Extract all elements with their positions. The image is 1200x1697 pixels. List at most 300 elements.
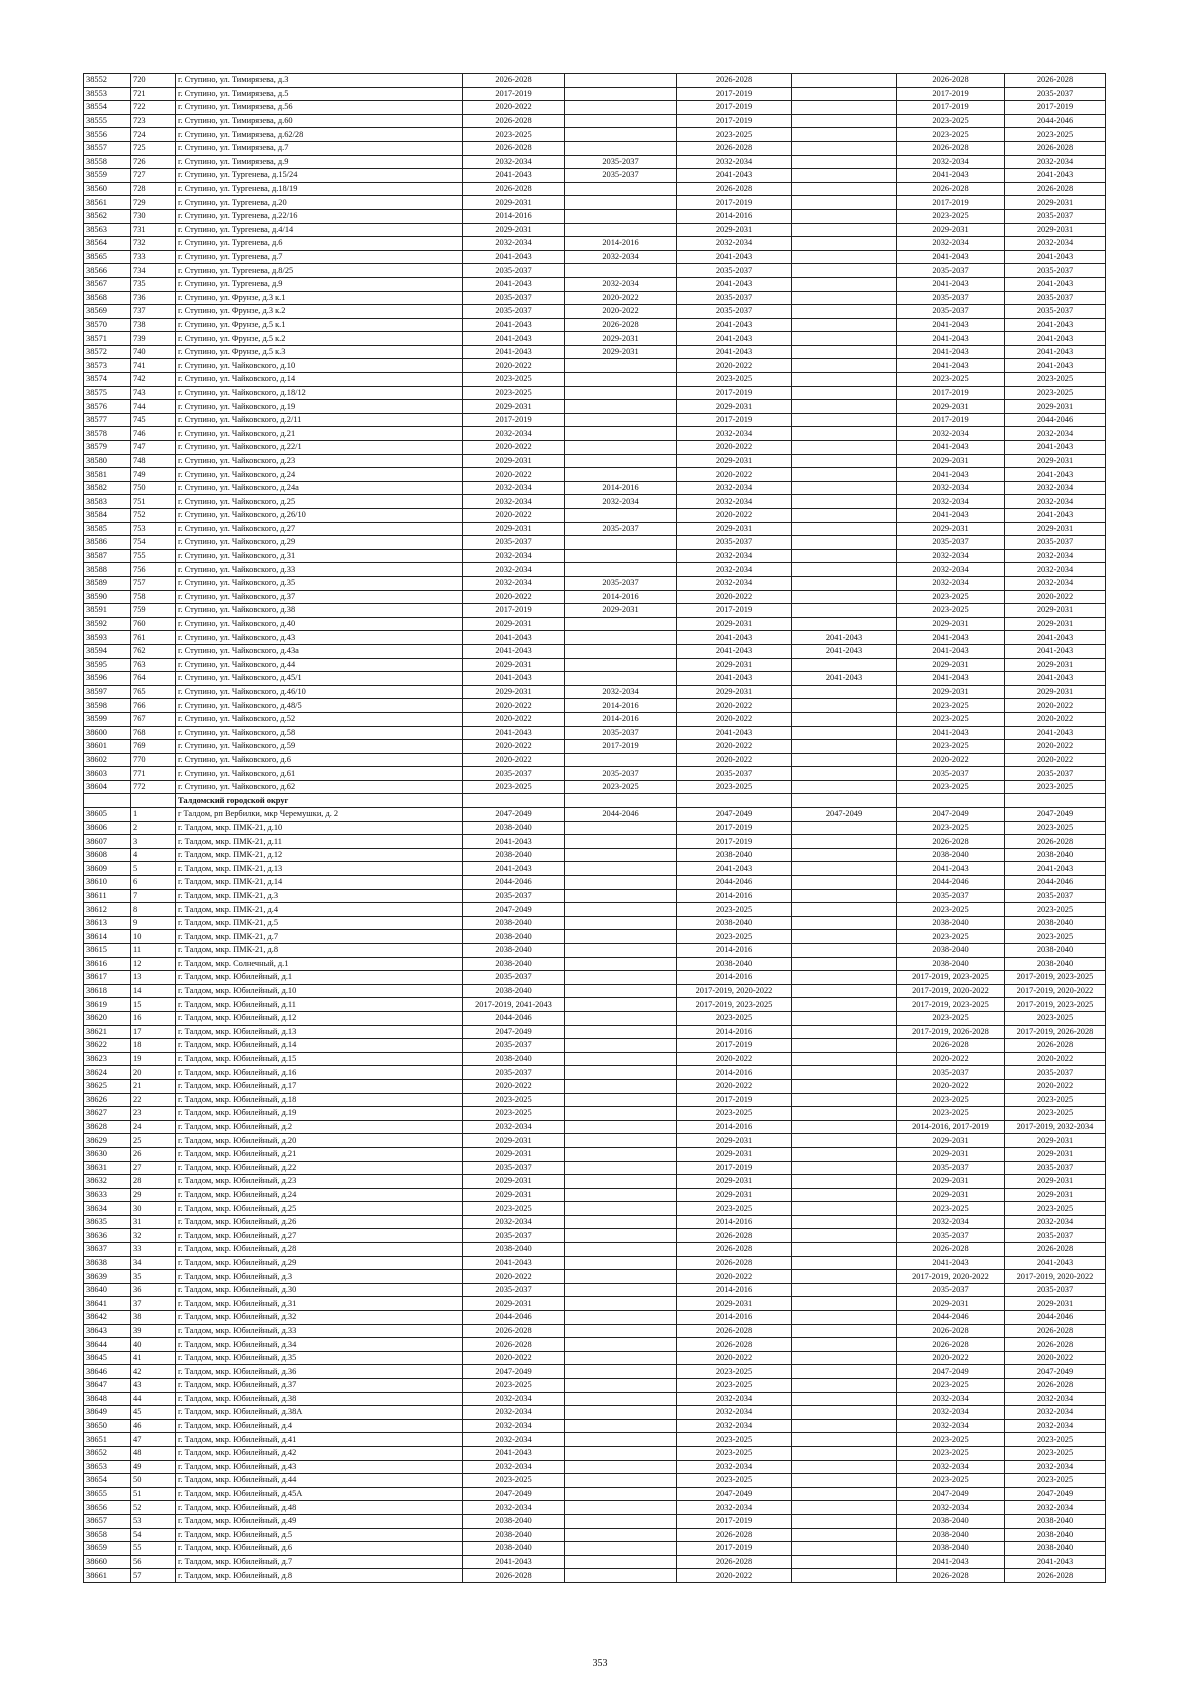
period-cell-4: [792, 522, 897, 536]
period-cell-1: 2038-2040: [463, 1542, 565, 1556]
address-cell: г. Ступино, ул. Чайковского, д.21: [176, 427, 463, 441]
address-cell: г. Талдом, мкр. Юбилейный, д.5: [176, 1528, 463, 1542]
period-cell-2: 2017-2019: [565, 740, 677, 754]
table-row: [84, 984, 1106, 998]
record-id-cell: 38650: [84, 1419, 131, 1433]
record-id-cell: 38565: [84, 250, 131, 264]
period-cell-3: 2041-2043: [677, 862, 792, 876]
period-cell-2: [565, 1297, 677, 1311]
row-number-cell: 52: [131, 1501, 176, 1515]
period-cell-3: 2029-2031: [677, 617, 792, 631]
row-number-cell: 36: [131, 1283, 176, 1297]
period-cell-1: 2029-2031: [463, 1297, 565, 1311]
period-cell-3: 2017-2019: [677, 821, 792, 835]
period-cell-4: [792, 576, 897, 590]
period-cell-1: 2047-2049: [463, 903, 565, 917]
table-body: [84, 74, 1106, 1583]
record-id-cell: 38639: [84, 1270, 131, 1284]
row-number-cell: 20: [131, 1066, 176, 1080]
record-id-cell: 38652: [84, 1446, 131, 1460]
period-cell-1: 2032-2034: [463, 576, 565, 590]
period-cell-6: 2038-2040: [1005, 1514, 1106, 1528]
period-cell-2: [565, 957, 677, 971]
record-id-cell: 38646: [84, 1365, 131, 1379]
period-cell-2: [565, 631, 677, 645]
row-number-cell: 733: [131, 250, 176, 264]
period-cell-4: [792, 1392, 897, 1406]
period-cell-6: 2038-2040: [1005, 1542, 1106, 1556]
period-cell-4: [792, 359, 897, 373]
period-cell-5: 2032-2034: [897, 576, 1005, 590]
period-cell-4: [792, 617, 897, 631]
row-number-cell: 757: [131, 576, 176, 590]
table-row: [84, 1215, 1106, 1229]
period-cell-2: [565, 672, 677, 686]
period-cell-1: 2035-2037: [463, 889, 565, 903]
period-cell-3: 2029-2031: [677, 1175, 792, 1189]
period-cell-2: [565, 1052, 677, 1066]
period-cell-3: 2023-2025: [677, 780, 792, 794]
period-cell-2: [565, 1025, 677, 1039]
address-cell: г. Ступино, ул. Тургенева, д.20: [176, 196, 463, 210]
period-cell-2: 2035-2037: [565, 522, 677, 536]
period-cell-3: 2041-2043: [677, 250, 792, 264]
row-number-cell: [131, 794, 176, 808]
period-cell-2: [565, 794, 677, 808]
period-cell-1: 2035-2037: [463, 1161, 565, 1175]
period-cell-2: [565, 1542, 677, 1556]
row-number-cell: 742: [131, 373, 176, 387]
period-cell-1: 2029-2031: [463, 196, 565, 210]
period-cell-6: 2032-2034: [1005, 155, 1106, 169]
period-cell-3: 2023-2025: [677, 1365, 792, 1379]
period-cell-3: 2017-2019: [677, 196, 792, 210]
period-cell-3: 2029-2031: [677, 1188, 792, 1202]
record-id-cell: 38621: [84, 1025, 131, 1039]
address-cell: г. Талдом, мкр. Юбилейный, д.44: [176, 1474, 463, 1488]
period-cell-5: 2029-2031: [897, 1175, 1005, 1189]
table-row: [84, 1256, 1106, 1270]
period-cell-3: 2029-2031: [677, 522, 792, 536]
address-cell: г. Талдом, мкр. Юбилейный, д.21: [176, 1147, 463, 1161]
record-id-cell: 38575: [84, 386, 131, 400]
period-cell-4: [792, 1079, 897, 1093]
period-cell-1: 2032-2034: [463, 1419, 565, 1433]
period-cell-4: [792, 1433, 897, 1447]
row-number-cell: 744: [131, 400, 176, 414]
period-cell-3: 2023-2025: [677, 1011, 792, 1025]
table-row: [84, 617, 1106, 631]
record-id-cell: 38637: [84, 1243, 131, 1257]
period-cell-1: 2017-2019, 2041-2043: [463, 998, 565, 1012]
period-cell-5: 2023-2025: [897, 1474, 1005, 1488]
period-cell-5: 2041-2043: [897, 672, 1005, 686]
period-cell-3: 2032-2034: [677, 563, 792, 577]
row-number-cell: 765: [131, 685, 176, 699]
period-cell-1: 2026-2028: [463, 1569, 565, 1583]
period-cell-4: [792, 427, 897, 441]
address-cell: г. Ступино, ул. Тимирязева, д.9: [176, 155, 463, 169]
table-row: [84, 1079, 1106, 1093]
period-cell-2: [565, 876, 677, 890]
period-cell-5: 2026-2028: [897, 1039, 1005, 1053]
address-cell: г. Ступино, ул. Тургенева, д.6: [176, 237, 463, 251]
period-cell-5: 2017-2019: [897, 101, 1005, 115]
table-row: [84, 1338, 1106, 1352]
row-number-cell: 48: [131, 1446, 176, 1460]
row-number-cell: 729: [131, 196, 176, 210]
period-cell-2: [565, 196, 677, 210]
period-cell-3: 2032-2034: [677, 1419, 792, 1433]
data-table: [83, 73, 1106, 1583]
period-cell-3: 2017-2019: [677, 604, 792, 618]
row-number-cell: 753: [131, 522, 176, 536]
period-cell-6: 2032-2034: [1005, 549, 1106, 563]
row-number-cell: 21: [131, 1079, 176, 1093]
row-number-cell: 6: [131, 876, 176, 890]
address-cell: г. Талдом, мкр. Юбилейный, д.23: [176, 1175, 463, 1189]
period-cell-3: 2020-2022: [677, 1351, 792, 1365]
period-cell-2: 2044-2046: [565, 808, 677, 822]
address-cell: г. Талдом, мкр. ПМК-21, д.8: [176, 944, 463, 958]
record-id-cell: 38566: [84, 264, 131, 278]
row-number-cell: 14: [131, 984, 176, 998]
period-cell-2: [565, 944, 677, 958]
period-cell-4: [792, 196, 897, 210]
row-number-cell: 24: [131, 1120, 176, 1134]
period-cell-4: [792, 1066, 897, 1080]
period-cell-3: 2029-2031: [677, 1134, 792, 1148]
period-cell-2: [565, 848, 677, 862]
table-row: [84, 1175, 1106, 1189]
record-id-cell: 38615: [84, 944, 131, 958]
period-cell-5: 2020-2022: [897, 1351, 1005, 1365]
period-cell-3: 2041-2043: [677, 318, 792, 332]
period-cell-4: [792, 930, 897, 944]
record-id-cell: 38625: [84, 1079, 131, 1093]
period-cell-1: 2041-2043: [463, 277, 565, 291]
period-cell-1: 2023-2025: [463, 128, 565, 142]
row-number-cell: 769: [131, 740, 176, 754]
record-id-cell: 38602: [84, 753, 131, 767]
address-cell: г. Талдом, мкр. Юбилейный, д.37: [176, 1379, 463, 1393]
period-cell-5: 2032-2034: [897, 1419, 1005, 1433]
period-cell-2: [565, 413, 677, 427]
period-cell-6: 2023-2025: [1005, 1446, 1106, 1460]
address-cell: г. Талдом, мкр. Юбилейный, д.38: [176, 1392, 463, 1406]
table-row: [84, 332, 1106, 346]
record-id-cell: 38611: [84, 889, 131, 903]
period-cell-3: 2020-2022: [677, 359, 792, 373]
period-cell-2: [565, 549, 677, 563]
row-number-cell: 763: [131, 658, 176, 672]
period-cell-6: 2020-2022: [1005, 590, 1106, 604]
record-id-cell: 38582: [84, 481, 131, 495]
period-cell-2: [565, 400, 677, 414]
address-cell: г. Талдом, мкр. Юбилейный, д.49: [176, 1514, 463, 1528]
row-number-cell: 18: [131, 1039, 176, 1053]
record-id-cell: 38581: [84, 468, 131, 482]
period-cell-2: [565, 1039, 677, 1053]
address-cell: г. Ступино, ул. Чайковского, д.46/10: [176, 685, 463, 699]
period-cell-4: [792, 454, 897, 468]
period-cell-3: 2029-2031: [677, 658, 792, 672]
period-cell-1: 2035-2037: [463, 291, 565, 305]
record-id-cell: 38557: [84, 141, 131, 155]
period-cell-5: 2023-2025: [897, 373, 1005, 387]
table-row: [84, 1379, 1106, 1393]
period-cell-3: 2035-2037: [677, 305, 792, 319]
period-cell-4: [792, 549, 897, 563]
period-cell-4: [792, 563, 897, 577]
period-cell-1: 2041-2043: [463, 1446, 565, 1460]
row-number-cell: 11: [131, 944, 176, 958]
period-cell-6: 2032-2034: [1005, 1460, 1106, 1474]
record-id-cell: 38574: [84, 373, 131, 387]
period-cell-3: 2032-2034: [677, 549, 792, 563]
address-cell: г. Ступино, ул. Чайковского, д.14: [176, 373, 463, 387]
address-cell: г. Талдом, мкр. Юбилейный, д.28: [176, 1243, 463, 1257]
period-cell-5: 2041-2043: [897, 726, 1005, 740]
period-cell-6: 2038-2040: [1005, 916, 1106, 930]
table-row: [84, 1528, 1106, 1542]
period-cell-4: [792, 169, 897, 183]
period-cell-2: [565, 1134, 677, 1148]
table-row: [84, 767, 1106, 781]
period-cell-5: 2044-2046: [897, 1311, 1005, 1325]
table-row: [84, 386, 1106, 400]
row-number-cell: 35: [131, 1270, 176, 1284]
period-cell-4: [792, 1188, 897, 1202]
row-number-cell: 741: [131, 359, 176, 373]
period-cell-3: 2029-2031: [677, 1297, 792, 1311]
period-cell-2: [565, 1569, 677, 1583]
period-cell-1: 2032-2034: [463, 1120, 565, 1134]
row-number-cell: 40: [131, 1338, 176, 1352]
period-cell-5: 2032-2034: [897, 427, 1005, 441]
period-cell-4: [792, 1161, 897, 1175]
row-number-cell: 8: [131, 903, 176, 917]
period-cell-6: 2023-2025: [1005, 1093, 1106, 1107]
period-cell-5: 2023-2025: [897, 699, 1005, 713]
period-cell-3: 2014-2016: [677, 971, 792, 985]
row-number-cell: 755: [131, 549, 176, 563]
table-row: [84, 971, 1106, 985]
address-cell: г. Ступино, ул. Фрунзе, д.5 к.3: [176, 345, 463, 359]
address-cell: г. Талдом, мкр. Юбилейный, д.8: [176, 1569, 463, 1583]
period-cell-3: 2032-2034: [677, 1460, 792, 1474]
record-id-cell: 38631: [84, 1161, 131, 1175]
period-cell-5: 2017-2019: [897, 196, 1005, 210]
period-cell-2: [565, 1392, 677, 1406]
period-cell-5: 2017-2019, 2020-2022: [897, 1270, 1005, 1284]
period-cell-2: [565, 223, 677, 237]
period-cell-5: 2020-2022: [897, 1079, 1005, 1093]
record-id-cell: 38642: [84, 1311, 131, 1325]
record-id-cell: [84, 794, 131, 808]
address-cell: г. Ступино, ул. Чайковского, д.25: [176, 495, 463, 509]
period-cell-2: 2029-2031: [565, 345, 677, 359]
row-number-cell: 724: [131, 128, 176, 142]
period-cell-6: 2032-2034: [1005, 237, 1106, 251]
address-cell: г. Талдом, мкр. Юбилейный, д.20: [176, 1134, 463, 1148]
record-id-cell: 38630: [84, 1147, 131, 1161]
address-cell: г. Талдом, мкр. Юбилейный, д.2: [176, 1120, 463, 1134]
period-cell-1: 2026-2028: [463, 141, 565, 155]
table-row: [84, 753, 1106, 767]
record-id-cell: 38610: [84, 876, 131, 890]
row-number-cell: 33: [131, 1243, 176, 1257]
period-cell-3: 2020-2022: [677, 712, 792, 726]
row-number-cell: 16: [131, 1011, 176, 1025]
period-cell-1: 2020-2022: [463, 101, 565, 115]
period-cell-5: 2047-2049: [897, 1487, 1005, 1501]
row-number-cell: 766: [131, 699, 176, 713]
period-cell-3: 2041-2043: [677, 345, 792, 359]
period-cell-2: [565, 74, 677, 88]
period-cell-5: 2041-2043: [897, 441, 1005, 455]
period-cell-3: 2017-2019: [677, 1542, 792, 1556]
period-cell-4: [792, 1297, 897, 1311]
period-cell-5: 2023-2025: [897, 821, 1005, 835]
record-id-cell: 38616: [84, 957, 131, 971]
address-cell: г. Талдом, мкр. Юбилейный, д.24: [176, 1188, 463, 1202]
period-cell-2: [565, 1514, 677, 1528]
period-cell-6: 2041-2043: [1005, 726, 1106, 740]
period-cell-6: 2041-2043: [1005, 509, 1106, 523]
address-cell: г. Ступино, ул. Тургенева, д.4/14: [176, 223, 463, 237]
period-cell-3: 2017-2019: [677, 1039, 792, 1053]
period-cell-4: [792, 590, 897, 604]
record-id-cell: 38578: [84, 427, 131, 441]
address-cell: г. Талдом, мкр. Юбилейный, д.41: [176, 1433, 463, 1447]
table-row: [84, 576, 1106, 590]
row-number-cell: 51: [131, 1487, 176, 1501]
period-cell-6: 2026-2028: [1005, 182, 1106, 196]
period-cell-2: [565, 1161, 677, 1175]
period-cell-6: 2020-2022: [1005, 1052, 1106, 1066]
table-row: [84, 712, 1106, 726]
period-cell-6: 2029-2031: [1005, 685, 1106, 699]
period-cell-4: [792, 1039, 897, 1053]
period-cell-4: [792, 1175, 897, 1189]
row-number-cell: 761: [131, 631, 176, 645]
period-cell-1: 2035-2037: [463, 536, 565, 550]
period-cell-4: [792, 400, 897, 414]
address-cell: г. Ступино, ул. Чайковского, д.19: [176, 400, 463, 414]
row-number-cell: 723: [131, 114, 176, 128]
period-cell-3: 2032-2034: [677, 495, 792, 509]
period-cell-1: 2020-2022: [463, 1079, 565, 1093]
address-cell: г. Талдом, мкр. Юбилейный, д.27: [176, 1229, 463, 1243]
period-cell-6: 2035-2037: [1005, 264, 1106, 278]
period-cell-3: 2026-2028: [677, 74, 792, 88]
period-cell-1: 2038-2040: [463, 1528, 565, 1542]
period-cell-4: [792, 1446, 897, 1460]
period-cell-4: [792, 1202, 897, 1216]
period-cell-4: [792, 835, 897, 849]
period-cell-1: 2023-2025: [463, 1379, 565, 1393]
table-row: [84, 1120, 1106, 1134]
period-cell-1: 2038-2040: [463, 916, 565, 930]
address-cell: г. Ступино, ул. Чайковского, д.26/10: [176, 509, 463, 523]
table-row: [84, 155, 1106, 169]
period-cell-5: 2035-2037: [897, 1283, 1005, 1297]
address-cell: г. Ступино, ул. Чайковского, д.31: [176, 549, 463, 563]
period-cell-1: 2035-2037: [463, 1039, 565, 1053]
row-number-cell: 47: [131, 1433, 176, 1447]
record-id-cell: 38608: [84, 848, 131, 862]
period-cell-5: 2032-2034: [897, 155, 1005, 169]
period-cell-6: 2017-2019, 2026-2028: [1005, 1025, 1106, 1039]
period-cell-5: 2023-2025: [897, 1433, 1005, 1447]
address-cell: г. Талдом, мкр. Солнечный, д.1: [176, 957, 463, 971]
period-cell-5: 2014-2016, 2017-2019: [897, 1120, 1005, 1134]
address-cell: г. Ступино, ул. Тургенева, д.18/19: [176, 182, 463, 196]
address-cell: г. Талдом, мкр. Юбилейный, д.36: [176, 1365, 463, 1379]
table-row: [84, 944, 1106, 958]
period-cell-2: [565, 87, 677, 101]
period-cell-4: [792, 101, 897, 115]
period-cell-4: [792, 495, 897, 509]
address-cell: г. Ступино, ул. Чайковского, д.24а: [176, 481, 463, 495]
period-cell-5: 2020-2022: [897, 1052, 1005, 1066]
period-cell-3: 2014-2016: [677, 1066, 792, 1080]
record-id-cell: 38558: [84, 155, 131, 169]
row-number-cell: 752: [131, 509, 176, 523]
period-cell-4: [792, 141, 897, 155]
period-cell-4: [792, 291, 897, 305]
period-cell-3: 2032-2034: [677, 1406, 792, 1420]
period-cell-6: 2041-2043: [1005, 441, 1106, 455]
period-cell-3: 2020-2022: [677, 1052, 792, 1066]
record-id-cell: 38609: [84, 862, 131, 876]
period-cell-1: 2032-2034: [463, 1433, 565, 1447]
period-cell-4: [792, 916, 897, 930]
period-cell-1: 2032-2034: [463, 1392, 565, 1406]
period-cell-5: 2044-2046: [897, 876, 1005, 890]
period-cell-5: 2026-2028: [897, 141, 1005, 155]
table-row: [84, 644, 1106, 658]
period-cell-5: 2023-2025: [897, 930, 1005, 944]
period-cell-1: 2032-2034: [463, 549, 565, 563]
period-cell-3: 2047-2049: [677, 1487, 792, 1501]
record-id-cell: 38604: [84, 780, 131, 794]
period-cell-3: 2035-2037: [677, 536, 792, 550]
period-cell-5: 2026-2028: [897, 1324, 1005, 1338]
period-cell-4: [792, 223, 897, 237]
period-cell-5: 2026-2028: [897, 1569, 1005, 1583]
period-cell-2: 2032-2034: [565, 277, 677, 291]
table-row: [84, 604, 1106, 618]
period-cell-1: 2020-2022: [463, 1351, 565, 1365]
row-number-cell: 726: [131, 155, 176, 169]
address-cell: г. Талдом, мкр. ПМК-21, д.11: [176, 835, 463, 849]
record-id-cell: 38579: [84, 441, 131, 455]
record-id-cell: 38605: [84, 808, 131, 822]
record-id-cell: 38624: [84, 1066, 131, 1080]
period-cell-5: 2038-2040: [897, 1528, 1005, 1542]
table-row: [84, 1134, 1106, 1148]
period-cell-3: 2026-2028: [677, 1324, 792, 1338]
period-cell-4: [792, 862, 897, 876]
table-row: [84, 1188, 1106, 1202]
record-id-cell: 38633: [84, 1188, 131, 1202]
table-row: [84, 1542, 1106, 1556]
period-cell-6: 2041-2043: [1005, 1555, 1106, 1569]
period-cell-6: 2029-2031: [1005, 1134, 1106, 1148]
row-number-cell: 764: [131, 672, 176, 686]
